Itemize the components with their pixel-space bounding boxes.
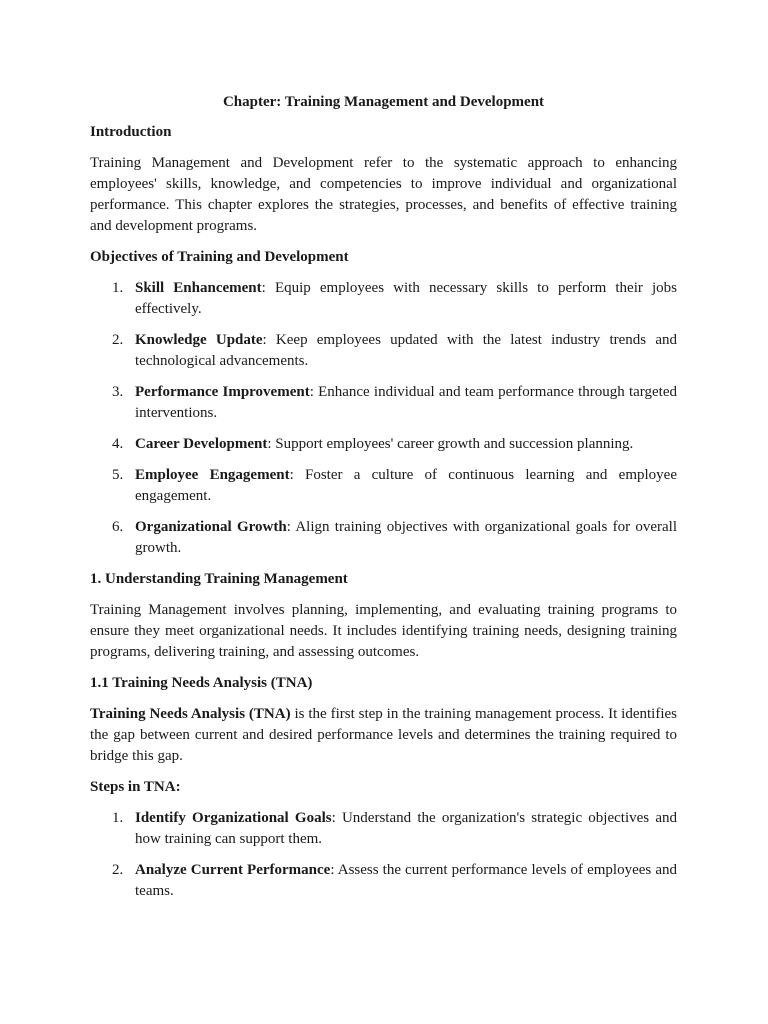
list-desc: : Enhance individual and team performance through targeted interventions. (135, 384, 678, 421)
list-desc: : Foster a culture of continuous learning and employee engagement. (135, 467, 677, 504)
objectives-heading: Objectives of Training and Development (90, 249, 349, 265)
list-number: 2. (112, 862, 124, 878)
list-item (90, 808, 677, 850)
intro-paragraph: Training Management and Development refer to the systematic approach to enhancing employees' skills, knowledge, and competencies to improve individual and organizational performance. This chapter explores the strategies, processes, and benefits of effective training and development programs. (90, 155, 677, 234)
list-term: Analyze Current Performance (135, 862, 331, 878)
list-desc: : Support employees' career growth and succession planning. (267, 436, 634, 452)
list-desc: : Align training objectives with organizational goals for overall growth. (135, 519, 678, 556)
steps-list (90, 808, 677, 902)
list-term: Performance Improvement (135, 384, 310, 400)
list-item (90, 278, 677, 320)
section-1-heading: 1. Understanding Training Management (90, 571, 348, 587)
list-item (90, 434, 677, 455)
section-1-paragraph: Training Management involves planning, implementing, and evaluating training programs to ensure they meet organizational needs. It includes identifying training needs, designing training programs, delivering training, and assessing outcomes. (90, 602, 677, 660)
list-item (90, 330, 677, 372)
list-term: Skill Enhancement (135, 280, 262, 296)
list-term: Identify Organizational Goals (135, 810, 332, 826)
tna-text: is the first step in the training management process. It identifies the gap between current and desired performance levels and determines the training required to bridge this gap. (90, 706, 677, 764)
intro-heading: Introduction (90, 124, 172, 140)
list-number: 3. (112, 384, 124, 400)
document-page (90, 92, 677, 912)
list-desc: : Keep employees updated with the latest industry trends and technological advancements. (135, 332, 677, 369)
list-term: Career Development (135, 436, 268, 452)
list-number: 4. (112, 436, 124, 452)
list-number: 5. (112, 467, 124, 483)
steps-heading: Steps in TNA: (90, 779, 181, 795)
list-term: Organizational Growth (135, 519, 287, 535)
objectives-list (90, 278, 677, 559)
tna-term: Training Needs Analysis (TNA) (90, 706, 291, 722)
list-item (90, 517, 677, 559)
list-desc: : Equip employees with necessary skills to perform their jobs effectively. (135, 280, 677, 317)
list-desc: : Assess the current performance levels of employees and teams. (135, 862, 677, 899)
list-item (90, 860, 677, 902)
list-item (90, 465, 677, 507)
list-number: 1. (112, 810, 124, 826)
section-1-1-heading: 1.1 Training Needs Analysis (TNA) (90, 675, 313, 691)
list-term: Employee Engagement (135, 467, 290, 483)
list-item (90, 382, 677, 424)
page-title: Chapter: Training Management and Development (222, 94, 545, 110)
list-number: 1. (112, 280, 124, 296)
list-number: 6. (112, 519, 124, 535)
list-desc: : Understand the organization's strategic objectives and how training can support them. (135, 810, 677, 847)
list-number: 2. (112, 332, 124, 348)
list-term: Knowledge Update (135, 332, 263, 348)
section-1-1-paragraph (90, 704, 677, 767)
